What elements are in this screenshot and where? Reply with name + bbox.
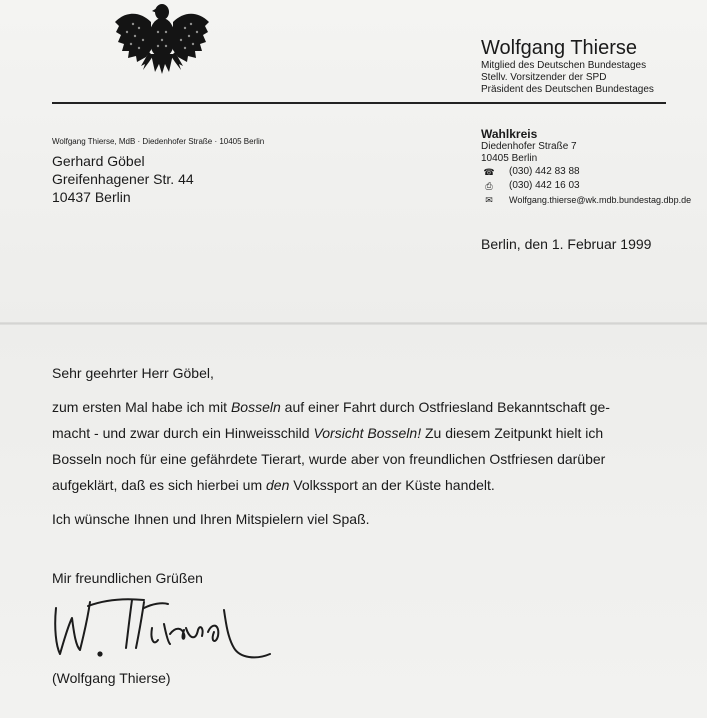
signer-name: (Wolfgang Thierse) xyxy=(52,670,171,686)
paper-fold-crease xyxy=(0,322,707,325)
body-line xyxy=(52,394,672,420)
letterhead xyxy=(481,36,654,96)
body-paragraph xyxy=(52,394,672,498)
body-line xyxy=(52,472,672,498)
closing-greeting: Mir freundlichen Grüßen xyxy=(52,570,203,586)
body-line: Bosseln noch für eine gefährdete Tierart, wurde aber von freundlichen Ostfriesen darüber xyxy=(52,451,606,467)
body-paragraph: Ich wünsche Ihnen und Ihren Mitspielern viel Spaß. xyxy=(52,511,370,527)
letter-body xyxy=(52,360,672,532)
phone-row xyxy=(481,165,691,179)
body-text-run: zum ersten Mal habe ich mit xyxy=(52,399,231,415)
recipient-address xyxy=(52,152,194,206)
wahlkreis-city: 10405 Berlin xyxy=(481,153,538,164)
wahlkreis-block xyxy=(481,127,691,207)
emphasis: den xyxy=(266,477,290,493)
fax-row xyxy=(481,179,691,193)
emphasis: Vorsicht Bosseln! xyxy=(313,425,422,441)
fax-number: (030) 442 16 03 xyxy=(509,180,580,191)
body-text-run: Volkssport an der Küste handelt. xyxy=(289,477,495,493)
body-text-run: macht - und zwar durch ein Hinweisschild xyxy=(52,425,314,441)
body-text-run: Zu diesem Zeitpunkt hielt ich xyxy=(421,425,604,441)
letterhead-title-line: Stellv. Vorsitzender der SPD xyxy=(481,72,607,83)
letterhead-title-line: Präsident des Deutschen Bundestages xyxy=(481,84,654,95)
body-line xyxy=(52,420,672,446)
letterhead-name: Wolfgang Thierse xyxy=(481,37,638,59)
fax-icon: ⎙ xyxy=(485,181,493,191)
recipient-city: 10437 Berlin xyxy=(52,189,131,205)
wahlkreis-street: Diedenhofer Straße 7 xyxy=(481,141,577,152)
recipient-street: Greifenhagener Str. 44 xyxy=(52,171,194,187)
recipient-name: Gerhard Göbel xyxy=(52,153,145,169)
emphasis: Bosseln xyxy=(230,399,281,415)
body-text-run: aufgeklärt, daß es sich hierbei um xyxy=(52,477,266,493)
letterhead-title-line: Mitglied des Deutschen Bundestages xyxy=(481,60,647,71)
email-row xyxy=(481,193,691,207)
letter-date: Berlin, den 1. Februar 1999 xyxy=(481,236,652,252)
wahlkreis-title: Wahlkreis xyxy=(481,127,538,141)
email-address: Wolfgang.thierse@wk.mdb.bundestag.dbp.de xyxy=(509,195,692,205)
body-text-run: auf einer Fahrt durch Ostfriesland Bekanntschaft ge- xyxy=(280,399,610,415)
telephone-icon: ☎ xyxy=(483,167,495,177)
envelope-icon: ✉ xyxy=(485,195,493,205)
handwritten-signature xyxy=(44,588,294,673)
salutation: Sehr geehrter Herr Göbel, xyxy=(52,365,214,381)
return-address: Wolfgang Thierse, MdB · Diedenhofer Straße · 10405 Berlin xyxy=(52,137,265,146)
federal-eagle-emblem xyxy=(113,2,211,76)
phone-number: (030) 442 83 88 xyxy=(509,166,580,177)
header-divider xyxy=(52,102,666,104)
